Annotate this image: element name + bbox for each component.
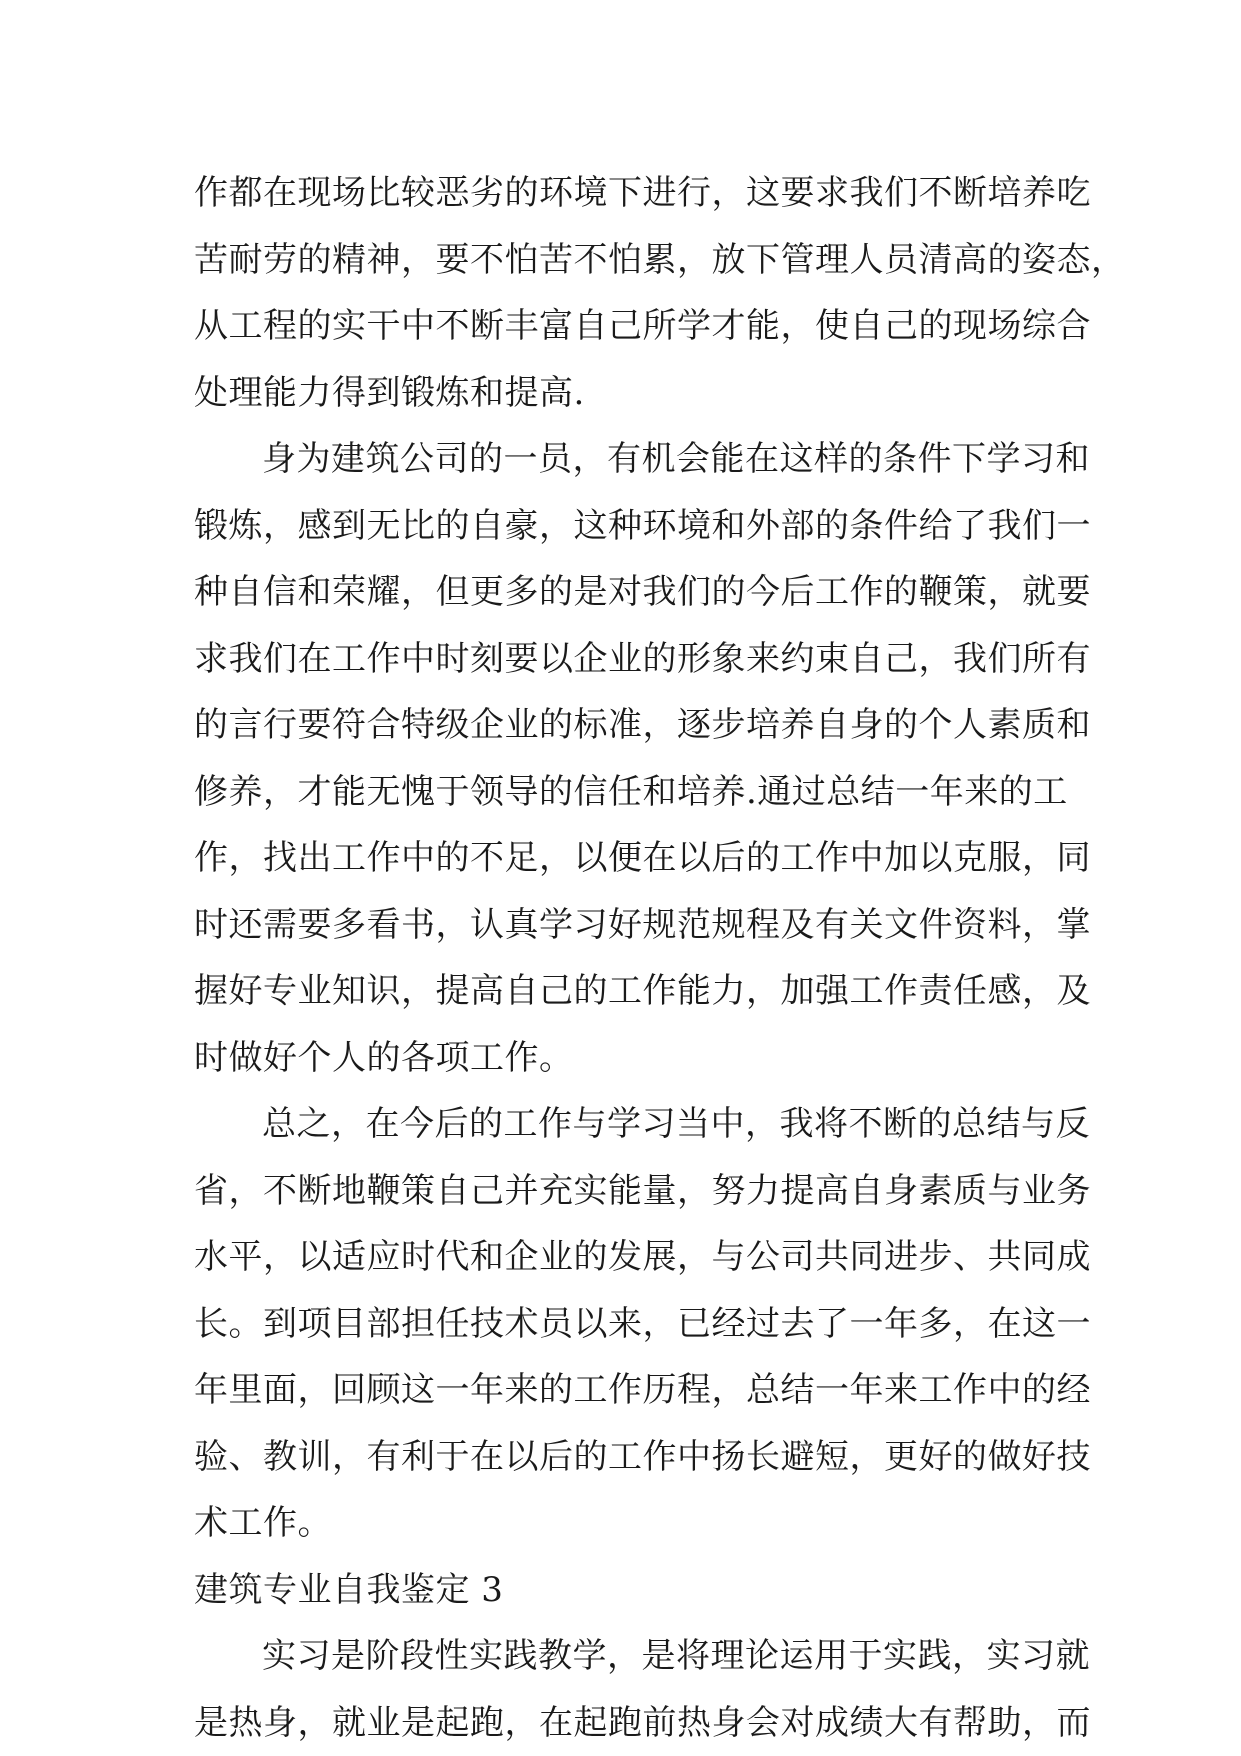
text-line: 身为建筑公司的一员，有机会能在这样的条件下学习和 [194, 426, 1054, 493]
text-line: 作，找出工作中的不足，以便在以后的工作中加以克服，同 [194, 825, 1054, 892]
paragraph [194, 1623, 1054, 1756]
text-line: 验、教训，有利于在以后的工作中扬长避短，更好的做好技 [194, 1424, 1054, 1491]
text-line: 苦耐劳的精神，要不怕苦不怕累，放下管理人员清高的姿态， [194, 227, 1054, 294]
text-line: 省，不断地鞭策自己并充实能量，努力提高自身素质与业务 [194, 1158, 1054, 1225]
text-line: 修养，才能无愧于领导的信任和培养.通过总结一年来的工 [194, 759, 1054, 826]
paragraph [194, 1091, 1054, 1557]
text-line: 年里面，回顾这一年来的工作历程，总结一年来工作中的经 [194, 1357, 1054, 1424]
paragraph [194, 426, 1054, 1091]
text-line: 锻炼，感到无比的自豪，这种环境和外部的条件给了我们一 [194, 493, 1054, 560]
text-line: 时还需要多看书，认真学习好规范规程及有关文件资料，掌 [194, 892, 1054, 959]
text-line: 时做好个人的各项工作。 [194, 1025, 1054, 1092]
text-line: 种自信和荣耀，但更多的是对我们的今后工作的鞭策，就要 [194, 559, 1054, 626]
text-line: 作都在现场比较恶劣的环境下进行，这要求我们不断培养吃 [194, 160, 1054, 227]
text-line: 处理能力得到锻炼和提高. [194, 360, 1054, 427]
text-line: 长。到项目部担任技术员以来，已经过去了一年多，在这一 [194, 1291, 1054, 1358]
text-line: 术工作。 [194, 1490, 1054, 1557]
text-line: 的言行要符合特级企业的标准，逐步培养自身的个人素质和 [194, 692, 1054, 759]
section-heading: 建筑专业自我鉴定 3 [194, 1557, 1054, 1624]
text-line: 总之，在今后的工作与学习当中，我将不断的总结与反 [194, 1091, 1054, 1158]
text-line: 从工程的实干中不断丰富自己所学才能，使自己的现场综合 [194, 293, 1054, 360]
text-line: 求我们在工作中时刻要以企业的形象来约束自己，我们所有 [194, 626, 1054, 693]
text-line: 实习是阶段性实践教学，是将理论运用于实践，实习就 [194, 1623, 1054, 1690]
paragraph [194, 160, 1054, 426]
document-body [194, 160, 1054, 1756]
text-line: 水平，以适应时代和企业的发展，与公司共同进步、共同成 [194, 1224, 1054, 1291]
text-line: 是热身，就业是起跑，在起跑前热身会对成绩大有帮助，而 [194, 1690, 1054, 1756]
text-line: 握好专业知识，提高自己的工作能力，加强工作责任感，及 [194, 958, 1054, 1025]
